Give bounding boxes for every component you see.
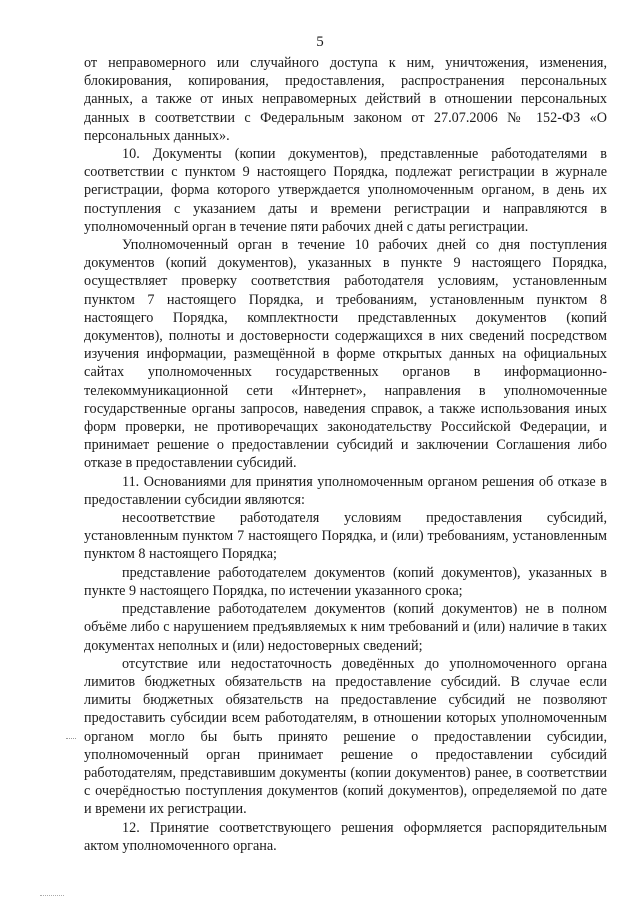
paragraph-item-10: 10. Документы (копии документов), представленные работодателями в соответствии с пунктом 9 настоящего Порядка, подлежат регистрации в журнале регистрации, форма которого утверждается уполномоченным органом, в день их поступления с указанием даты и времени регистрации и направляются в уполномоченный орган в течение пяти рабочих дней с даты регистрации. — [84, 146, 607, 235]
paragraph-review: Уполномоченный орган в течение 10 рабочих дней со дня поступления документов (копий документов), указанных в пункте 9 настоящего Порядка, осуществляет проверку соответствия работодателя условиям, установленным пунктом 7 настоящего Порядка, и требованиям, установленным пунктом 8 настоящего Порядка, комплектности представленных документов (копий документов), полноты и достоверности содержащихся в них сведений посредством изучения информации, размещённой в форме открытых данных на официальных сайтах уполномоченных государственных органов в информационно-телекоммуникационной сети «Интернет», направления в уполномоченные государственные органы запросов, наведения справок, а также использования иных форм проверки, не противоречащих законодательству Российской Федерации, и принимает решение о предоставлении субсидий и заключении Соглашения либо отказе в предоставлении субсидий. — [84, 237, 607, 472]
refusal-ground-1: несоответствие работодателя условиям предоставления субсидий, установленным пунктом 7 настоящего Порядка, и (или) требованиям, установленным пунктом 8 настоящего Порядка; — [84, 510, 607, 563]
page-number: 5 — [316, 34, 324, 50]
refusal-ground-4: отсутствие или недостаточность доведённых до уполномоченного органа лимитов бюджетных обязательств на предоставление субсидий. В случае если лимиты бюджетных обязательств на предоставление субсидий не позволяют предоставить субсидии всем работодателям, в отношении которых уполномоченным органом могло бы быть принято решение о предоставлении субсидии, уполномоченный орган принимает решение о предоставлении субсидий работодателям, представившим документы (копии документов) ранее, в соответствии с очерёдностью поступления документов (копий документов), определяемой по дате и времени их регистрации. — [84, 655, 607, 818]
paragraph-item-12: 12. Принятие соответствующего решения оформляется распорядительным актом уполномоченного органа. — [84, 819, 607, 854]
scan-artifact — [66, 738, 76, 740]
refusal-ground-3: представление работодателем документов (копий документов) не в полном объёме либо с нарушением предъявляемых к ним требований и (или) наличие в таких документах неполных и (или) недостоверных сведений; — [84, 601, 607, 654]
document-body — [84, 54, 607, 855]
scan-artifact-bottom — [40, 895, 64, 897]
paragraph-continuation: от неправомерного или случайного доступа к ним, уничтожения, изменения, блокирования, копирования, предоставления, распространения персональных данных, а также от иных неправомерных действий в отношении персональных данных в соответствии с Федеральным законом от 27.07.2006 № 152-ФЗ «О персональных данных». — [84, 55, 607, 144]
refusal-ground-2: представление работодателем документов (копий документов), указанных в пункте 9 настоящего Порядка, по истечении указанного срока; — [84, 564, 607, 599]
paragraph-item-11: 11. Основаниями для принятия уполномоченным органом решения об отказе в предоставлении субсидии являются: — [84, 473, 607, 508]
